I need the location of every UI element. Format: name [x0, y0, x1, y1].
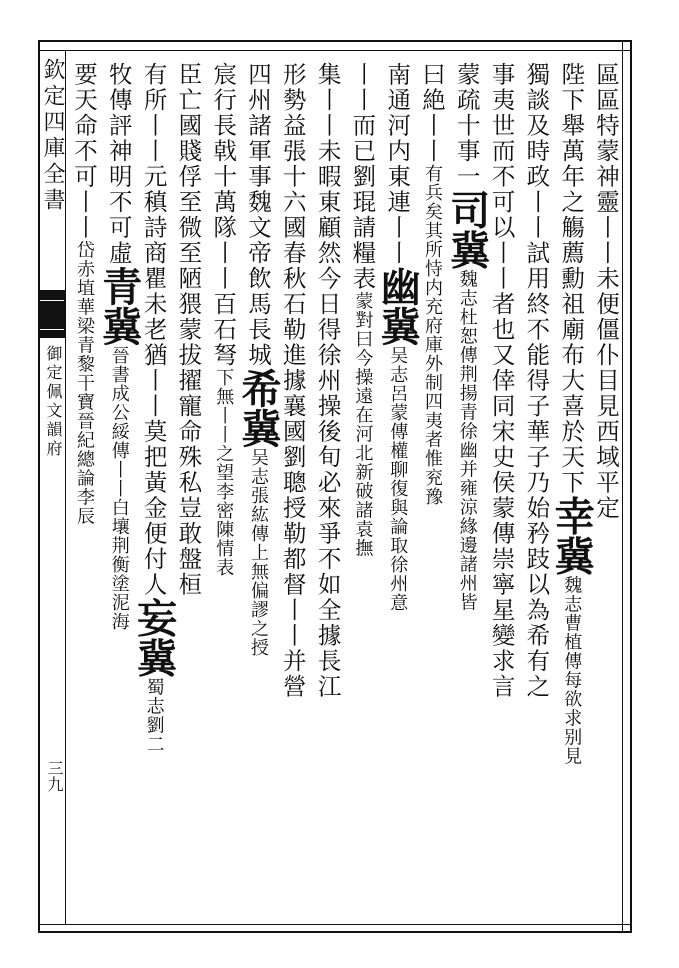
body-text: 陛下舉萬年之觴薦勳祖廟布大喜於天下: [557, 62, 586, 496]
annotation-text: 吴志呂蒙傳權聊復與論取徐州意: [387, 346, 409, 612]
annotation-text: 蒙對曰今操遠在河北新破諸袁撫: [352, 291, 374, 558]
body-text: 牧傳評神明不可虛: [104, 62, 133, 266]
edge-page-number: 三九: [45, 760, 64, 792]
annotation-text: 吴志張紘傳上無偏謬之授: [248, 448, 269, 657]
body-text: 臣亡國賤俘至微至陋猥蒙拔擢寵命殊私豈敢盤桓: [174, 62, 203, 598]
body-text: 形勢益張十六國春秋石勒進據襄國劉聰授勒都督丨丨并營: [278, 62, 307, 700]
annotation-text: 蜀志劉二: [143, 677, 165, 754]
text-column: [235, 62, 282, 922]
frame-inner-top-rule: [38, 50, 632, 51]
body-text: 有所丨丨元稹詩商瞿未老猶丨丨莫把黃金便付人: [139, 62, 168, 598]
entry-headword: 幽冀: [374, 266, 422, 346]
body-text: 南通河内東連丨丨: [383, 62, 412, 266]
body-text: 區區特蒙神靈丨丨未便僵仆目見西域平定: [592, 62, 620, 521]
entry-headword: 希冀: [235, 368, 282, 448]
text-column: [590, 62, 622, 922]
edge-book-title: 欽定四庫全書: [40, 58, 65, 214]
text-column: [374, 62, 422, 922]
annotation-text: 魏志杜恕傳荆揚青徐幽并雍涼緣邊諸州皆: [456, 269, 478, 612]
body-text: 獨談及時政丨丨試用終不能得子華子乃始矜跂以為希有之: [522, 62, 551, 700]
text-column: [346, 62, 378, 922]
edge-band-lines: [40, 300, 64, 330]
body-text: 丨丨而已劉琨請糧表: [348, 62, 377, 292]
body-text: 曰絶丨丨: [418, 62, 446, 164]
text-column: [416, 62, 448, 922]
annotation-text: 晉書成公綏傳丨丨白壤荆衡塗泥海: [108, 346, 130, 631]
text-column: [548, 62, 596, 922]
entry-headword: 司冀: [443, 189, 491, 270]
text-column: [277, 62, 309, 922]
body-text: 要天命不可丨丨: [70, 62, 98, 241]
text-column: [172, 62, 204, 922]
text-column: [520, 62, 552, 922]
text-column: [207, 62, 239, 922]
body-text: 宸行長戟十萬隊丨丨百石弩: [209, 62, 238, 368]
body-text: 四州諸軍事魏文帝飲馬長城: [244, 62, 272, 368]
text-column: [68, 62, 100, 922]
body-text: 事夷世而不可以丨丨者也又倖同宋史侯蒙傳崇寧星變求言: [487, 62, 516, 700]
frame-inner-bottom-rule: [38, 924, 632, 925]
annotation-text: 有兵矣其所恃内充府庫外制四夷者惟兖豫: [422, 164, 443, 506]
text-column: [130, 62, 178, 922]
entry-headword: 幸冀: [548, 495, 596, 576]
body-text: 蒙疏十事一: [452, 62, 481, 190]
annotation-text: 魏志曹植傳每欲求别見: [561, 575, 583, 766]
edge-volume-title: 御定佩文韻府: [44, 345, 63, 459]
text-column: [95, 62, 143, 922]
entry-headword: 妄冀: [130, 597, 178, 678]
frame-inner-right-rule: [622, 40, 623, 933]
text-column: [312, 62, 344, 922]
annotation-text: 岱赤埴華梁青黎干寶晉紀總論李辰: [74, 240, 95, 526]
entry-headword: 青冀: [95, 266, 143, 346]
text-column: [443, 62, 491, 922]
annotation-text: 下無丨丨之望李密陳情表: [213, 368, 235, 577]
body-text: 集丨丨未暇東顧然今日得徐州操後旬必來爭不如全據長江: [313, 62, 342, 700]
